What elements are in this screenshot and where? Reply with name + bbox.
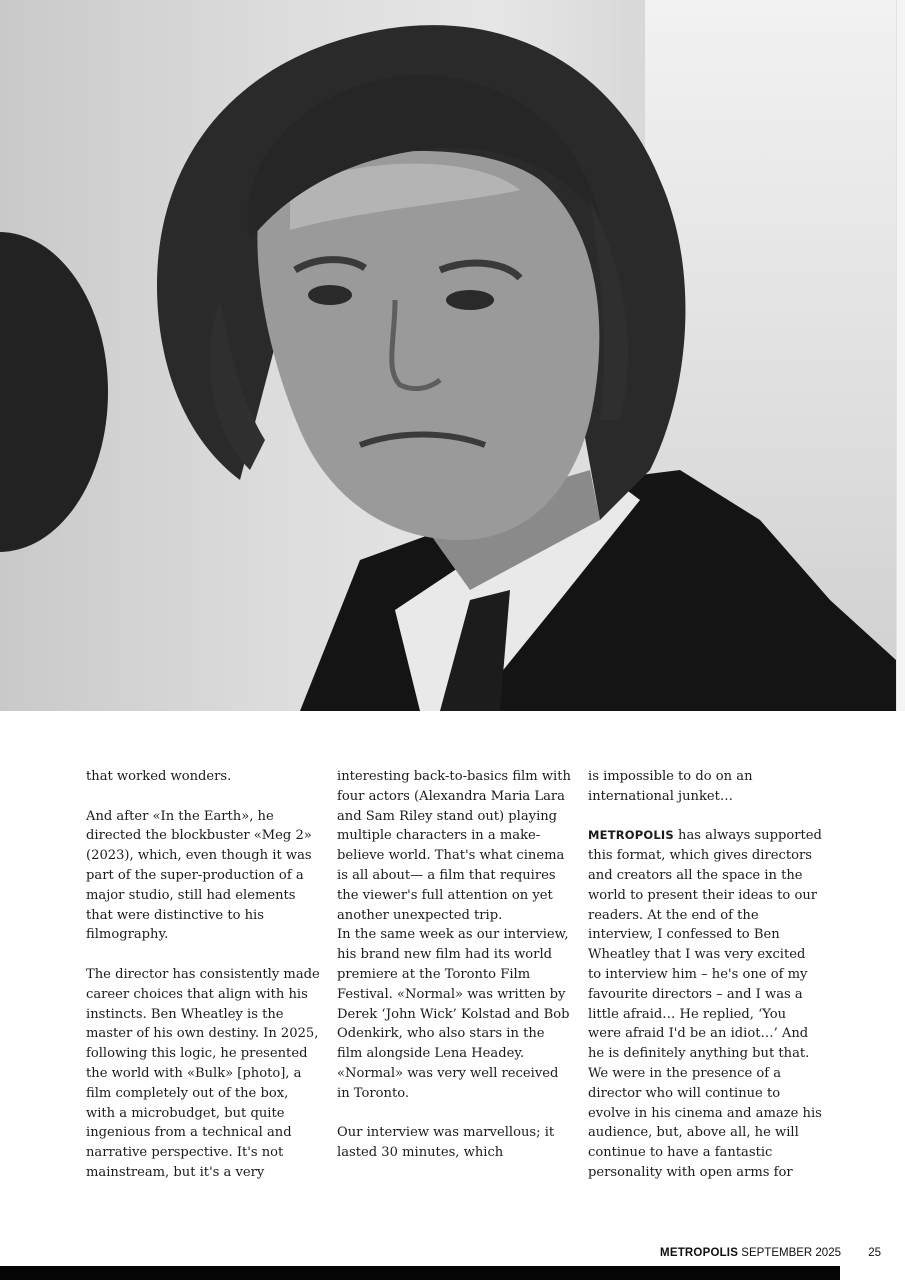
text-column-3	[588, 767, 822, 1203]
paragraph: And after «In the Earth», he directed the blockbuster «Meg 2» (2023), which, even though it was part of the super-production of a major studio, still had elements that were distinctive to his filmography.	[86, 808, 312, 943]
page-number: 25	[868, 1247, 881, 1259]
paragraph	[588, 826, 822, 1182]
paragraph: is impossible to do on an international junket…	[588, 769, 753, 804]
paragraph: Our interview was marvellous; it lasted 30 minutes, which	[337, 1125, 555, 1161]
paragraph-text: has always supported this format, which gives directors and creators all the space in the world to present their ideas to our readers. At the end of the interview, I confessed to Ben Wheatley that I was very excited to interview him – he's one of my favourite directors – and I was a little afraid… He replied, ‘You were afraid I'd be an idiot…’ And he is definitely anything but that. We were in the presence of a director who will continue to evolve in his cinema and amaze his audience, but, above all, he will continue to have a fantastic personality with open arms for	[588, 828, 822, 1180]
paragraph: The director has consistently made career choices that align with his instincts. Ben Wheatley is the master of his own destiny. In 2025, following this logic, he presented the world with «Bulk» [photo], a film completely out of the box, with a microbudget, but quite ingenious from a technical and narrative perspective. It's not mainstream, but it's a very	[86, 966, 320, 1180]
text-column-1	[86, 767, 320, 1203]
footer-magazine: METROPOLIS	[660, 1247, 739, 1259]
bottom-bar	[0, 1266, 840, 1280]
paragraph: that worked wonders.	[86, 769, 232, 784]
text-column-2	[337, 767, 571, 1183]
paragraph: interesting back-to-basics film with four actors (Alexandra Maria Lara and Sam Riley stand out) playing multiple characters in a make-believe world. That's what cinema is all about— a film that requires the viewer's full attention on yet another unexpected trip.	[337, 769, 571, 923]
page-edge	[896, 0, 905, 711]
footer-date: SEPTEMBER 2025	[741, 1247, 841, 1259]
page-footer	[0, 1247, 905, 1263]
brand-name-inline: METROPOLIS	[588, 828, 674, 843]
paragraph: In the same week as our interview, his brand new film had its world premiere at the Toronto Film Festival. «Normal» was written by Derek ‘John Wick’ Kolstad and Bob Odenkirk, who also stars in the film alongside Lena Headey. «Normal» was very well received in Toronto.	[337, 927, 570, 1101]
footer-issue	[660, 1247, 841, 1259]
